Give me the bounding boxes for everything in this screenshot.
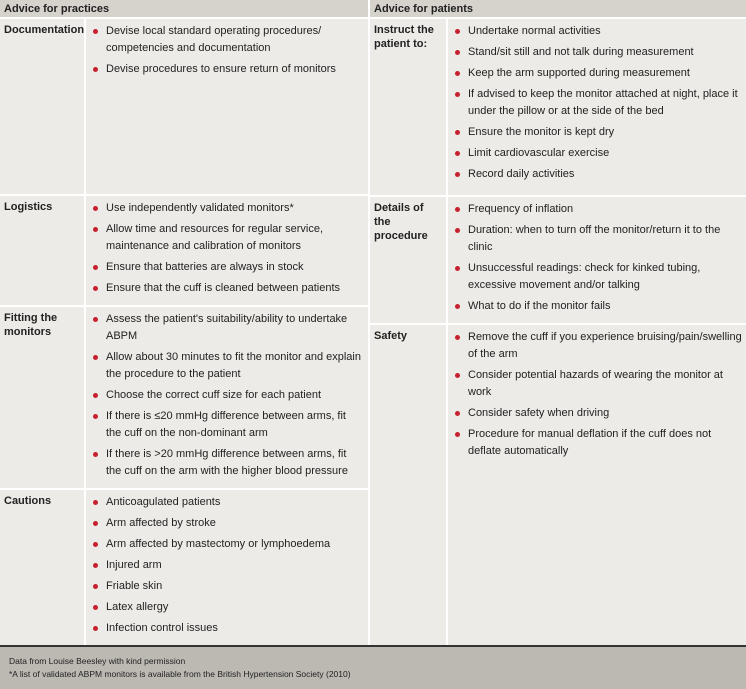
bullet-list	[448, 19, 746, 195]
section-label: Instruct the patient to:	[370, 19, 448, 195]
section-label: Logistics	[0, 196, 86, 305]
list-item: If advised to keep the monitor attached at night, place it under the pillow or at the side of the bed	[468, 86, 742, 120]
list-item: Limit cardiovascular exercise	[468, 145, 742, 162]
bullet-list	[86, 490, 368, 645]
list-item: Latex allergy	[106, 599, 364, 616]
list-item: Infection control issues	[106, 620, 364, 637]
list-item: Assess the patient's suitability/ability to undertake ABPM	[106, 311, 364, 345]
list-item: Arm affected by mastectomy or lymphoedema	[106, 536, 364, 553]
list-item: Use independently validated monitors*	[106, 200, 364, 217]
footnote: *A list of validated ABPM monitors is available from the British Hypertension Society (2010)	[9, 669, 351, 679]
list-item: Ensure the monitor is kept dry	[468, 124, 742, 141]
list-item: Unsuccessful readings: check for kinked tubing, excessive movement and/or talking	[468, 260, 742, 294]
list-item: Keep the arm supported during measurement	[468, 65, 742, 82]
practices-header: Advice for practices	[0, 0, 368, 19]
section-row	[0, 19, 368, 196]
list-item: Duration: when to turn off the monitor/return it to the clinic	[468, 222, 742, 256]
list-item: Arm affected by stroke	[106, 515, 364, 532]
bullet-list	[86, 19, 368, 194]
list-item: Frequency of inflation	[468, 201, 742, 218]
section-label: Cautions	[0, 490, 86, 645]
source-note: Data from Louise Beesley with kind permission	[9, 656, 186, 666]
list-item: Devise procedures to ensure return of monitors	[106, 61, 364, 78]
list-item: Ensure that batteries are always in stock	[106, 259, 364, 276]
list-item: Undertake normal activities	[468, 23, 742, 40]
section-label: Fitting the monitors	[0, 307, 86, 488]
section-label: Safety	[370, 325, 448, 645]
bullet-list	[86, 307, 368, 488]
list-item: If there is >20 mmHg difference between arms, fit the cuff on the arm with the higher blood pressure	[106, 446, 364, 480]
list-item: Choose the correct cuff size for each patient	[106, 387, 364, 404]
section-row	[0, 196, 368, 307]
list-item: Friable skin	[106, 578, 364, 595]
list-item: What to do if the monitor fails	[468, 298, 742, 315]
bullet-list	[448, 197, 746, 323]
list-item: Stand/sit still and not talk during measurement	[468, 44, 742, 61]
list-item: Consider safety when driving	[468, 405, 742, 422]
list-item: Procedure for manual deflation if the cuff does not deflate automatically	[468, 426, 742, 460]
bullet-list	[86, 196, 368, 305]
list-item: Record daily activities	[468, 166, 742, 183]
bullet-list	[448, 325, 746, 645]
list-item: Devise local standard operating procedures/ competencies and documentation	[106, 23, 364, 57]
list-item: Anticoagulated patients	[106, 494, 364, 511]
patients-header: Advice for patients	[370, 0, 746, 19]
section-row	[0, 490, 368, 645]
footer	[0, 645, 746, 689]
practices-column	[0, 0, 370, 645]
section-row	[370, 197, 746, 325]
list-item: Injured arm	[106, 557, 364, 574]
list-item: Ensure that the cuff is cleaned between patients	[106, 280, 364, 297]
section-label: Documentation	[0, 19, 86, 194]
section-row	[370, 19, 746, 197]
list-item: If there is ≤20 mmHg difference between arms, fit the cuff on the non-dominant arm	[106, 408, 364, 442]
practices-rows	[0, 19, 368, 645]
section-label: Details of the procedure	[370, 197, 448, 323]
patients-rows	[370, 19, 746, 645]
list-item: Remove the cuff if you experience bruising/pain/swelling of the arm	[468, 329, 742, 363]
patients-column	[370, 0, 746, 645]
list-item: Consider potential hazards of wearing the monitor at work	[468, 367, 742, 401]
list-item: Allow about 30 minutes to fit the monitor and explain the procedure to the patient	[106, 349, 364, 383]
section-row	[0, 307, 368, 490]
list-item: Allow time and resources for regular service, maintenance and calibration of monitors	[106, 221, 364, 255]
section-row	[370, 325, 746, 645]
